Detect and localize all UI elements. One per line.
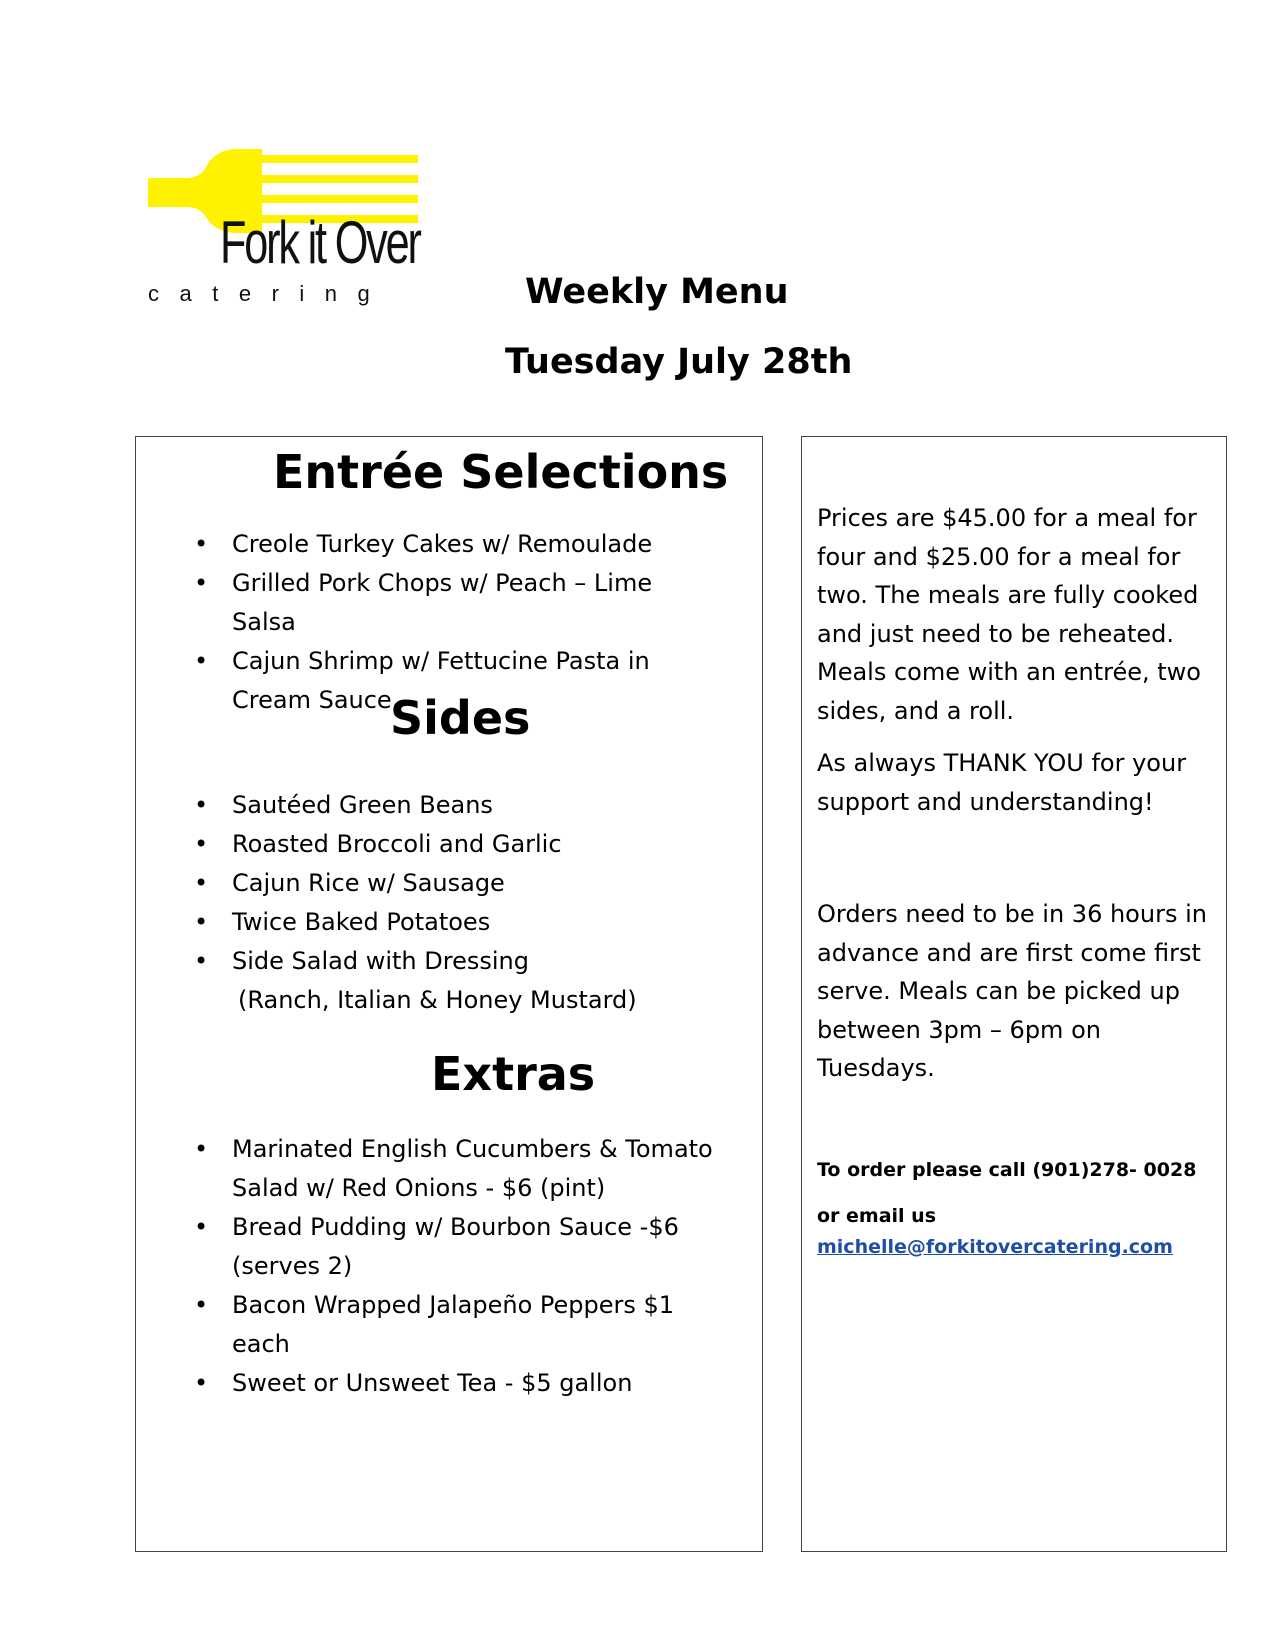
email-link[interactable]: michelle@forkitovercatering.com (817, 1236, 1173, 1258)
bullet-icon: • (194, 569, 209, 597)
bullet-icon: • (194, 1213, 209, 1241)
bullet-icon: • (194, 530, 209, 558)
list-item (194, 825, 722, 864)
page-title: Weekly Menu (525, 272, 789, 312)
bullet-icon: • (194, 1369, 209, 1397)
entree-item: Creole Turkey Cakes w/ Remoulade (232, 530, 653, 558)
info-panel (801, 436, 1227, 1552)
list-item (194, 1208, 722, 1286)
orders-text: Orders need to be in 36 hours in advance and are first come first serve. Meals can be picked up between 3pm – 6pm on Tuesdays. (817, 900, 1207, 1082)
phone-contact: To order please call (901)278- 0028 (817, 1159, 1197, 1181)
side-item: Cajun Rice w/ Sausage (232, 869, 505, 897)
side-item: Twice Baked Potatoes (232, 908, 491, 936)
bullet-icon: • (194, 647, 209, 675)
pricing-text: Prices are $45.00 for a meal for four and $25.00 for a meal for two. The meals are fully cooked and just need to be reheated. Meals come with an entrée, two sides, and a roll. (817, 504, 1201, 725)
side-item: Roasted Broccoli and Garlic (232, 830, 562, 858)
bullet-icon: • (194, 830, 209, 858)
bullet-icon: • (194, 1291, 209, 1319)
list-item (194, 942, 722, 1020)
logo-title: Fork it Over (220, 209, 420, 276)
sides-title: Sides (390, 691, 531, 745)
extra-item: Bacon Wrapped Jalapeño Peppers $1 each (232, 1291, 675, 1358)
bullet-icon: • (194, 947, 209, 975)
side-item: Side Salad with Dressing (232, 947, 529, 975)
logo-subtitle: catering (148, 281, 391, 306)
extras-list (194, 1130, 722, 1403)
bullet-icon: • (194, 908, 209, 936)
entree-item: Cajun Shrimp w/ Fettucine Pasta in Cream Sauce (232, 647, 650, 714)
bullet-icon: • (194, 869, 209, 897)
bullet-icon: • (194, 1135, 209, 1163)
list-item (194, 1130, 722, 1208)
side-item: Sautéed Green Beans (232, 791, 493, 819)
extras-title: Extras (431, 1047, 596, 1101)
extra-item: Marinated English Cucumbers & Tomato Salad w/ Red Onions - $6 (pint) (232, 1135, 713, 1202)
list-item (194, 1286, 722, 1364)
entrees-title: Entrée Selections (273, 445, 729, 499)
list-item (194, 564, 722, 642)
entree-item: Grilled Pork Chops w/ Peach – Lime Salsa (232, 569, 653, 636)
thanks-text: As always THANK YOU for your support and understanding! (817, 749, 1187, 816)
extra-item: Bread Pudding w/ Bourbon Sauce -$6 (serves 2) (232, 1213, 679, 1280)
company-logo (148, 145, 438, 305)
list-item (194, 786, 722, 825)
bullet-icon: • (194, 791, 209, 819)
email-label: or email us (817, 1205, 937, 1227)
list-item (194, 525, 722, 564)
list-item (194, 864, 722, 903)
menu-date: Tuesday July 28th (505, 342, 853, 382)
list-item (194, 1364, 722, 1403)
sides-list (194, 786, 722, 1020)
list-item (194, 903, 722, 942)
extra-item: Sweet or Unsweet Tea - $5 gallon (232, 1369, 633, 1397)
menu-panel (135, 436, 763, 1552)
dressing-note: (Ranch, Italian & Honey Mustard) (238, 986, 637, 1014)
